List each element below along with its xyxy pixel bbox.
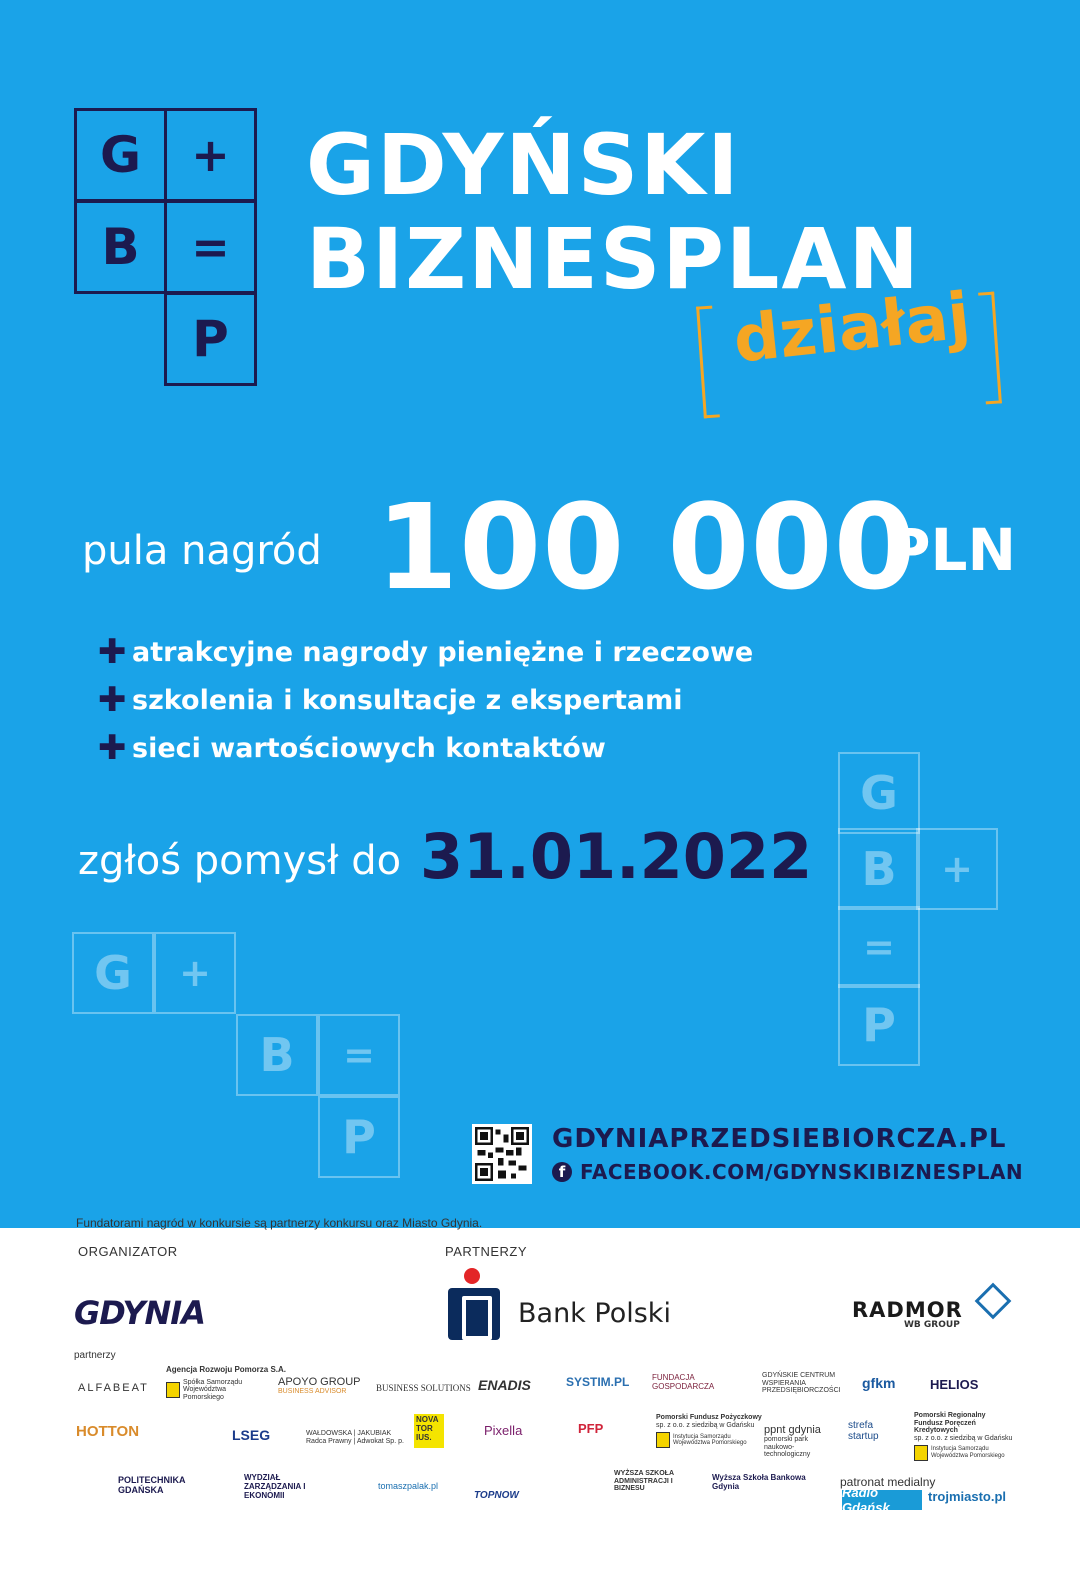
prfpk-sub: sp. z o.o. z siedzibą w Gdańsku (914, 1435, 1013, 1443)
logo-fundacja: FUNDACJA GOSPODARCZA (652, 1373, 715, 1391)
plus-icon: ✚ (98, 680, 127, 720)
logo-gcwp: GDYŃSKIE CENTRUM WSPIERANIA PRZEDSIĘBIORCZOŚCI (762, 1372, 841, 1395)
apoyo-sub: BUSINESS ADVISOR (278, 1388, 347, 1396)
logo-enadis: ENADIS (478, 1377, 531, 1393)
sponsors-note: Fundatorami nagród w konkursie są partnerzy konkursu oraz Miasto Gdynia. (76, 1216, 483, 1230)
decor-cell: P (318, 1096, 400, 1178)
logo-cell-g (74, 108, 167, 202)
benefit-text: atrakcyjne nagrody pieniężne i rzeczowe (132, 636, 754, 668)
logo-pixella: Pixella (484, 1423, 523, 1438)
facebook-link[interactable] (552, 1160, 1023, 1184)
benefit-text: sieci wartościowych kontaktów (132, 732, 606, 764)
logo-novatorius: NOVA TOR IUS. (414, 1414, 444, 1448)
bank-name: Bank Polski (518, 1298, 671, 1329)
partners-label: PARTNERZY (445, 1244, 528, 1259)
decor-cell: G (838, 752, 920, 834)
tagline-text: działaj (730, 279, 974, 378)
prize-currency: PLN (888, 516, 1017, 584)
logo-lseg: LSEG (232, 1427, 271, 1443)
website-link[interactable]: GDYNIAPRZEDSIEBIORCZA.PL (552, 1124, 1007, 1154)
arp-sub: Spółka Samorządu Województwa Pomorskiego (183, 1378, 243, 1402)
pko-logo-icon (448, 1268, 508, 1342)
wj-title: WAŁDOWSKA | JAKUBIAK (306, 1430, 392, 1437)
radmor-sub: WB GROUP (904, 1320, 960, 1330)
prfpk-title: Pomorski Regionalny Fundusz Poręczeń Kredytowych (914, 1412, 986, 1435)
organizer-label: ORGANIZATOR (78, 1244, 178, 1259)
logo-hotton: HOTTON (76, 1423, 140, 1440)
decor-cell: = (318, 1014, 400, 1096)
logo-helios: HELIOS (930, 1377, 979, 1392)
logo-apoyo (278, 1376, 361, 1396)
logo-trojmiasto: trojmiasto.pl (928, 1489, 1007, 1504)
ppnt-sub: pomorski park naukowo-technologiczny (764, 1436, 811, 1459)
title-line-2: BIZNESPLAN (306, 210, 921, 308)
title-line-1: GDYŃSKI (306, 116, 741, 214)
deadline-label: zgłoś pomysł do (78, 838, 402, 884)
prfpk-inst: Instytucja Samorządu Województwa Pomorskiego (931, 1446, 1005, 1459)
qr-code-icon[interactable] (472, 1124, 532, 1184)
bracket-left-icon (696, 306, 720, 419)
logo-wsaib: WYŻSZA SZKOŁA ADMINISTRACJI I BIZNESU (614, 1470, 674, 1493)
logo-business-solutions: BUSINESS SOLUTIONS (376, 1383, 471, 1393)
logo-radio-gdansk: Radio Gdańsk (842, 1490, 922, 1510)
radmor-logo: RADMOR (852, 1298, 963, 1322)
decor-cell: = (838, 906, 920, 988)
logo-pg: POLITECHNIKA GDAŃSKA (118, 1475, 186, 1495)
logo-gfkm: gfkm (862, 1375, 896, 1391)
logo-wzie: WYDZIAŁ ZARZĄDZANIA I EKONOMII (244, 1473, 306, 1500)
benefit-text: szkolenia i konsultacje z ekspertami (132, 684, 683, 716)
logo-cell-plus (164, 108, 257, 202)
logo-arp (166, 1366, 286, 1402)
ppnt-name: ppnt gdynia (764, 1424, 821, 1436)
logo-prfpk (914, 1412, 1012, 1461)
tagline (696, 279, 1002, 420)
logo-wj (306, 1430, 404, 1445)
logo-wsb: Wyższa Szkoła Bankowa Gdynia (712, 1473, 806, 1491)
small-partners-label: partnerzy (74, 1350, 116, 1361)
logo-letter: G (99, 126, 142, 184)
benefit-item (98, 628, 753, 676)
logo-tomaszpalak: tomaszpalak.pl (378, 1481, 439, 1491)
logo-pfpp (656, 1414, 762, 1448)
logo-alfabeat: ALFABEAT (78, 1382, 149, 1394)
decor-cell: P (838, 984, 920, 1066)
pfpp-sub: sp. z o.o. z siedzibą w Gdańsku (656, 1421, 755, 1429)
logo-symbol: = (191, 220, 230, 274)
benefits-list (98, 628, 753, 772)
prize-amount: 100 000 (376, 478, 917, 616)
gbp-logo (74, 108, 260, 392)
wj-sub: Radca Prawny | Adwokat Sp. p. (306, 1437, 404, 1445)
facebook-icon: f (552, 1162, 572, 1182)
gdynia-logo: GDYNIA (74, 1294, 205, 1332)
logo-ppnt (764, 1424, 834, 1459)
pfpp-inst: Instytucja Samorządu Województwa Pomorskiego (673, 1433, 747, 1447)
logo-cell-p (164, 292, 257, 386)
logo-symbol: + (191, 128, 230, 182)
bracket-right-icon (978, 292, 1002, 405)
logo-letter: B (101, 218, 140, 276)
logo-pfp: PFP (578, 1421, 604, 1436)
facebook-url[interactable]: FACEBOOK.COM/GDYNSKIBIZNESPLAN (580, 1160, 1024, 1184)
deadline-date: 31.01.2022 (420, 820, 813, 893)
patronat-label: patronat medialny (840, 1475, 936, 1489)
prize-label: pula nagród (82, 528, 322, 574)
benefit-item (98, 724, 753, 772)
radmor-icon (975, 1283, 1012, 1320)
decor-cell: B (236, 1014, 318, 1096)
pfpp-title: Pomorski Fundusz Pożyczkowy (656, 1414, 762, 1421)
decor-cell: + (154, 932, 236, 1014)
arp-title: Agencja Rozwoju Pomorza S.A. (166, 1365, 287, 1374)
logo-cell-b (74, 200, 167, 294)
decor-cell: B (838, 828, 920, 910)
logo-systim: SYSTIM.PL (566, 1375, 630, 1389)
logo-cell-equals (164, 200, 257, 294)
apoyo-name: APOYO GROUP (278, 1376, 361, 1388)
logo-topnow: TOPNOW (474, 1490, 519, 1501)
logo-strefa: strefa startup (848, 1420, 879, 1442)
sponsor-section (0, 1216, 1080, 1595)
decor-cell: G (72, 932, 154, 1014)
logo-letter: P (192, 310, 229, 368)
decor-cell: + (916, 828, 998, 910)
plus-icon: ✚ (98, 632, 127, 672)
plus-icon: ✚ (98, 728, 127, 768)
benefit-item (98, 676, 753, 724)
